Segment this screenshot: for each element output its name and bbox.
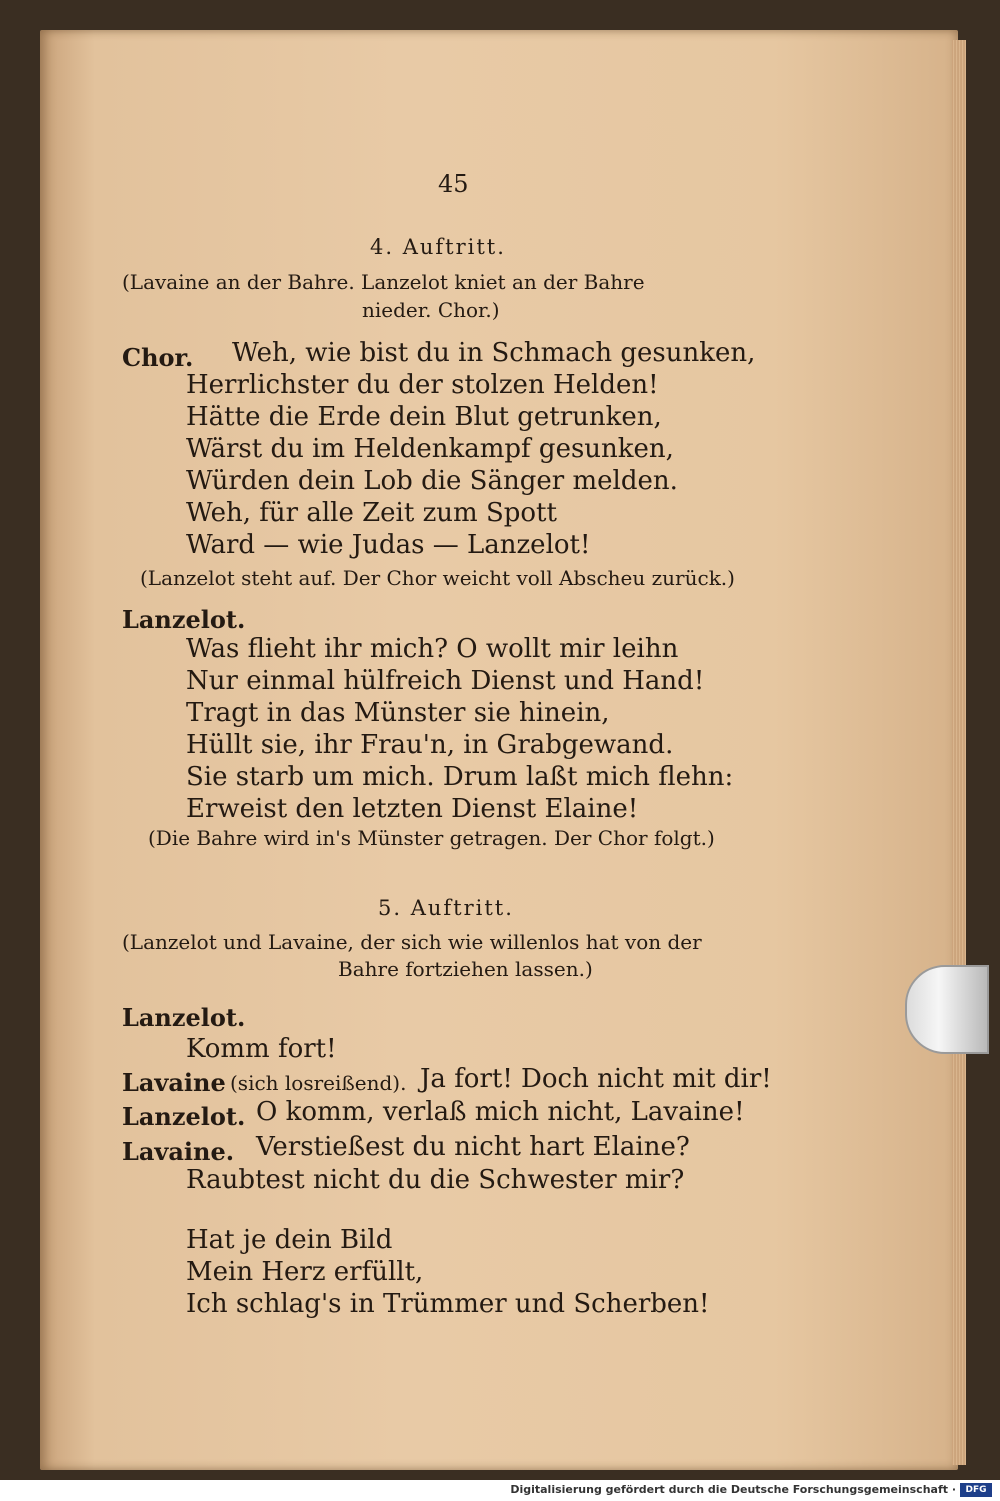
footer-bar xyxy=(0,1481,1000,1501)
scene-5-heading: 5. Auftritt. xyxy=(378,896,514,920)
verse-line: Ich schlag's in Trümmer und Scherben! xyxy=(186,1289,710,1319)
scene-4-heading: 4. Auftritt. xyxy=(370,235,506,259)
speaker-lanzelot: Lanzelot. xyxy=(122,1102,246,1131)
page-edge xyxy=(952,40,966,1465)
verse-line: Ward — wie Judas — Lanzelot! xyxy=(186,530,591,560)
verse-line: Komm fort! xyxy=(186,1034,337,1064)
speaker-lavaine: Lavaine xyxy=(122,1068,226,1097)
verse-line: Würden dein Lob die Sänger melden. xyxy=(186,466,678,496)
stage-direction: (sich losreißend). xyxy=(230,1071,407,1095)
speaker-lanzelot: Lanzelot. xyxy=(122,1003,246,1032)
stage-direction-line: Bahre fortziehen lassen.) xyxy=(338,957,593,981)
verse-line: Sie starb um mich. Drum laßt mich flehn: xyxy=(186,762,734,792)
dfg-logo[interactable]: DFG xyxy=(960,1483,992,1497)
verse-line: Erweist den letzten Dienst Elaine! xyxy=(186,794,639,824)
verse-line: O komm, verlaß mich nicht, Lavaine! xyxy=(256,1097,745,1127)
verse-line: Tragt in das Münster sie hinein, xyxy=(186,698,610,728)
bookmark-clip xyxy=(905,965,989,1054)
verse-line: Hätte die Erde dein Blut getrunken, xyxy=(186,402,662,432)
stage-direction: (Die Bahre wird in's Münster getragen. Der Chor folgt.) xyxy=(148,826,715,850)
verse-line: Ja fort! Doch nicht mit dir! xyxy=(420,1064,772,1094)
verse-line: Raubtest nicht du die Schwester mir? xyxy=(186,1165,685,1195)
speaker-lanzelot: Lanzelot. xyxy=(122,605,246,634)
verse-line: Mein Herz erfüllt, xyxy=(186,1257,424,1287)
speaker-chor: Chor. xyxy=(122,343,194,372)
footer-credit: Digitalisierung gefördert durch die Deutsche Forschungsgemeinschaft · xyxy=(510,1483,956,1496)
verse-line: Herrlichster du der stolzen Helden! xyxy=(186,370,659,400)
verse-line: Was flieht ihr mich? O wollt mir leihn xyxy=(186,634,679,664)
speaker-lavaine: Lavaine. xyxy=(122,1137,235,1166)
verse-line: Weh, für alle Zeit zum Spott xyxy=(186,498,557,528)
stage-direction-line: nieder. Chor.) xyxy=(362,298,500,322)
verse-line: Hat je dein Bild xyxy=(186,1225,393,1255)
verse-line: Nur einmal hülfreich Dienst und Hand! xyxy=(186,666,705,696)
verse-line: Weh, wie bist du in Schmach gesunken, xyxy=(232,338,756,368)
verse-line: Verstießest du nicht hart Elaine? xyxy=(256,1132,690,1162)
stage-direction: (Lanzelot steht auf. Der Chor weicht voll Abscheu zurück.) xyxy=(140,566,735,590)
verse-line: Wärst du im Heldenkampf gesunken, xyxy=(186,434,674,464)
page-number: 45 xyxy=(438,170,469,198)
stage-direction-line: (Lanzelot und Lavaine, der sich wie willenlos hat von der xyxy=(122,930,702,954)
stage-direction-line: (Lavaine an der Bahre. Lanzelot kniet an der Bahre xyxy=(122,270,645,294)
verse-line: Hüllt sie, ihr Frau'n, in Grabgewand. xyxy=(186,730,674,760)
